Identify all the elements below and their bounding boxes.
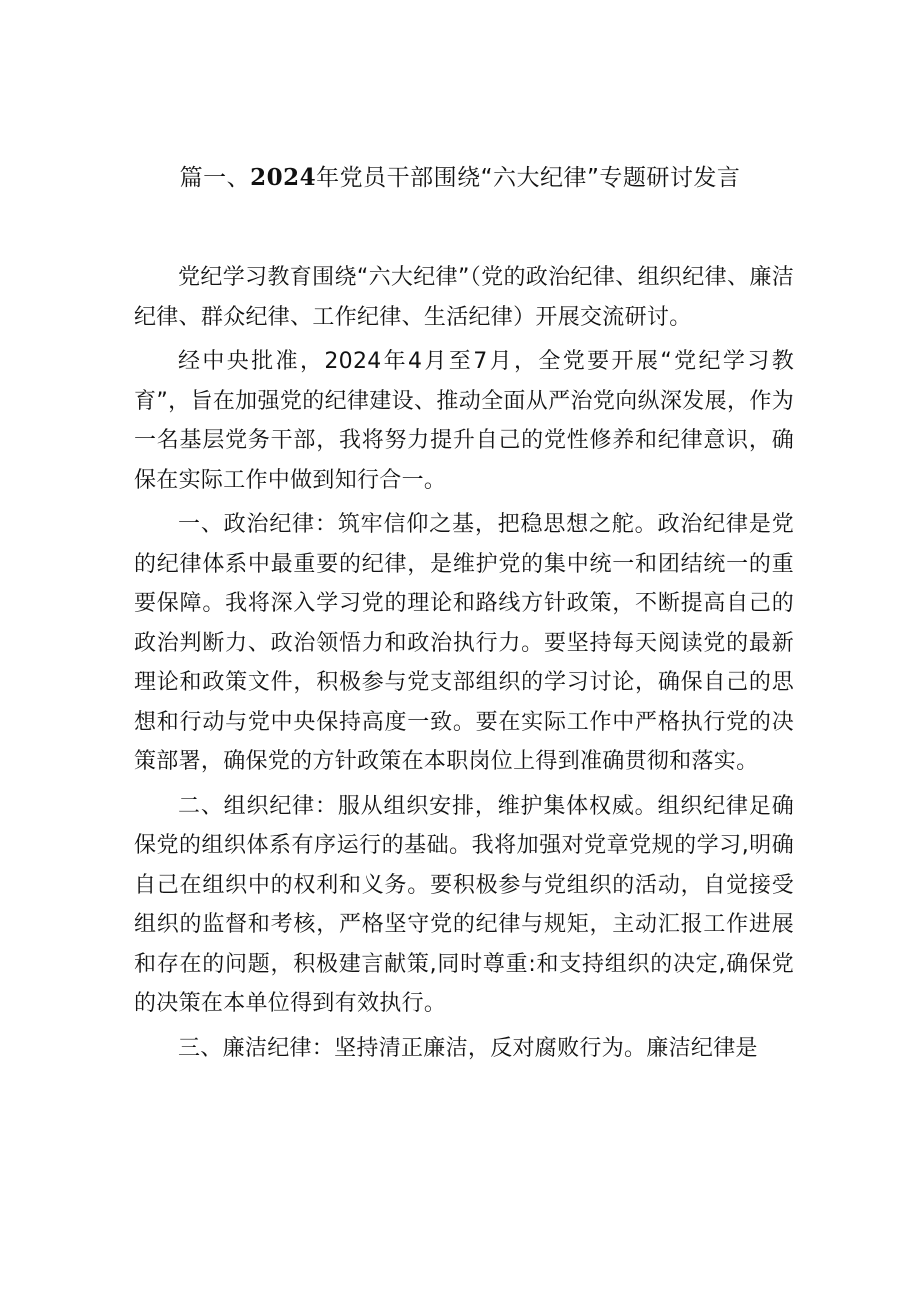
- paragraph-background: 经中央批准，2024年4月至7月，全党要开展“党纪学习教育”，旨在加强党的纪律建设、推动全面从严治党向纵深发展，作为一名基层党务干部，我将努力提升自己的党性修养和纪律意识，确保在实际工作中做到知行合一。: [134, 349, 794, 493]
- paragraph-integrity-discipline: 三、廉洁纪律：坚持清正廉洁，反对腐败行为。廉洁纪律是: [178, 1035, 758, 1061]
- paragraph-intro: 党纪学习教育围绕“六大纪律”（党的政治纪律、组织纪律、廉洁纪律、群众纪律、工作纪律、生活纪律）开展交流研讨。: [134, 265, 794, 330]
- title-suffix: 年党员干部围绕“六大纪律”专题研讨发言: [316, 165, 741, 191]
- title-year: 2024: [250, 164, 317, 191]
- title-prefix: 篇一、: [179, 165, 251, 191]
- paragraph-political-discipline: 一、政治纪律：筑牢信仰之基，把稳思想之舵。政治纪律是党的纪律体系中最重要的纪律，是维护党的集中统一和团结统一的重要保障。我将深入学习党的理论和路线方针政策，不断提高自己的政治判断力、政治领悟力和政治执行力。要坚持每天阅读党的最新理论和政策文件，积极参与党支部组织的学习讨论，确保自己的思想和行动与党中央保持高度一致。要在实际工作中严格执行党的决策部署，确保党的方针政策在本职岗位上得到准确贯彻和落实。: [134, 512, 794, 774]
- document-title: [0, 160, 920, 196]
- document-body: [134, 258, 794, 1073]
- paragraph-organizational-discipline: 二、组织纪律：服从组织安排，维护集体权威。组织纪律足确保党的组织体系有序运行的基础。我将加强对党章党规的学习,明确自己在组织中的权利和义务。要积极参与党组织的活动，自觉接受组织的监督和考核，严格坚守党的纪律与规矩，主动汇报工作进展和存在的问题，积极建言献策,同时尊重:和支持组织的决定,确保党的决策在本单位得到有效执行。: [134, 793, 794, 1016]
